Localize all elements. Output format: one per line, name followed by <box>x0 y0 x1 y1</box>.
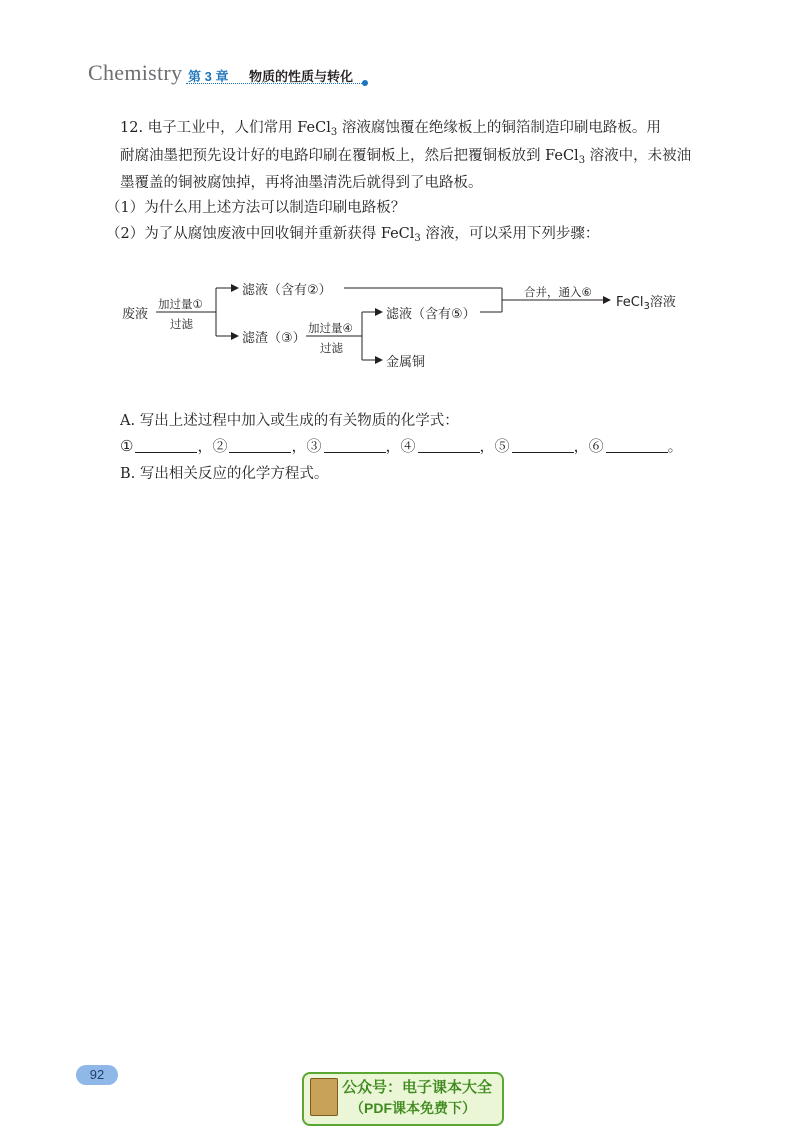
book-icon <box>310 1078 338 1116</box>
node-filtrate-1: 滤液（含有②） <box>242 283 332 298</box>
blank-marker: ② <box>212 437 228 455</box>
answer-blank[interactable] <box>606 438 668 453</box>
answer-blanks-row <box>120 435 683 456</box>
blank-separator: ， <box>479 437 495 455</box>
blank-separator: 。 <box>667 437 683 455</box>
task-b: B. 写出相关反应的化学方程式。 <box>120 466 329 482</box>
node-copper: 金属铜 <box>386 355 426 370</box>
label-filter-2: 过滤 <box>320 341 343 355</box>
watermark-line-2: （PDF课本免费下） <box>350 1100 476 1116</box>
question-part-2: （2）为了从腐蚀废液中回收铜并重新获得 FeCl$_3$ 溶液，可以采用下列步骤： <box>106 226 600 244</box>
page-number: 92 <box>76 1065 118 1085</box>
blank-marker: ③ <box>306 437 322 455</box>
header-chapter: 第 3 章 <box>188 69 229 84</box>
question-line-3: 墨覆盖的铜被腐蚀掉，再将油墨清洗后就得到了电路板。 <box>120 175 483 191</box>
answer-blank[interactable] <box>135 438 197 453</box>
header-title: 物质的性质与转化 <box>249 69 354 84</box>
node-product: FeCl$_3$溶液 <box>616 295 676 312</box>
question-part-1: （1）为什么用上述方法可以制造印刷电路板？ <box>106 200 406 216</box>
answer-blank[interactable] <box>512 438 574 453</box>
label-add-1: 加过量① <box>158 297 203 311</box>
blank-marker: ⑤ <box>494 437 510 455</box>
label-merge: 合并，通入⑥ <box>524 285 592 299</box>
question-line-1: 12. 电子工业中，人们常用 FeCl$_3$ 溶液腐蚀覆在绝缘板上的铜箔制造印刷电路板。用 <box>120 120 661 138</box>
answer-blank[interactable] <box>324 438 386 453</box>
answer-blank[interactable] <box>418 438 480 453</box>
task-a: A. 写出上述过程中加入或生成的有关物质的化学式： <box>120 413 459 429</box>
node-waste: 废液 <box>122 307 149 322</box>
answer-blank[interactable] <box>229 438 291 453</box>
node-residue: 滤渣（③） <box>242 331 306 346</box>
label-add-2: 加过量④ <box>308 321 353 335</box>
node-filtrate-2: 滤液（含有⑤） <box>386 307 476 322</box>
question-line-2: 耐腐油墨把预先设计好的电路印刷在覆铜板上，然后把覆铜板放到 FeCl$_3$ 溶液中，未被油 <box>120 148 692 166</box>
label-filter-1: 过滤 <box>170 317 193 331</box>
blank-separator: ， <box>573 437 589 455</box>
blank-separator: ， <box>197 437 213 455</box>
header-english: Chemistry <box>88 60 183 85</box>
watermark-line-1: 公众号：电子课本大全 <box>342 1079 493 1096</box>
blank-marker: ① <box>120 437 134 455</box>
blank-separator: ， <box>291 437 307 455</box>
blank-marker: ⑥ <box>588 437 604 455</box>
blank-marker: ④ <box>400 437 416 455</box>
blank-separator: ， <box>385 437 401 455</box>
